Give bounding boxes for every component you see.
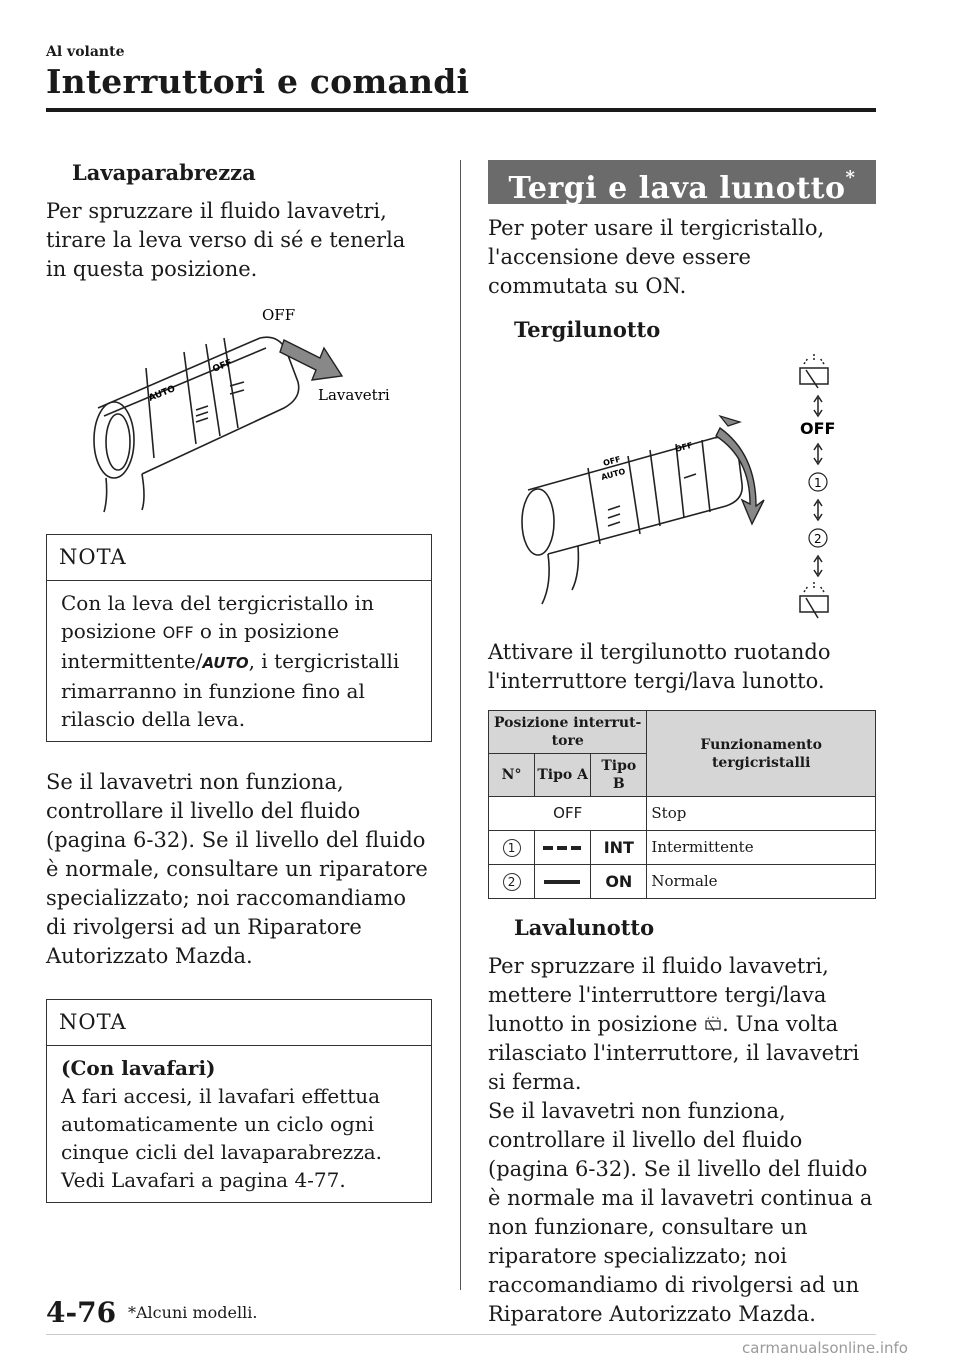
column-divider <box>460 160 461 1290</box>
rotate-arrow-icon <box>716 428 764 524</box>
rear-wiper-heading: Tergilunotto <box>514 317 661 342</box>
nota-box-1 <box>46 534 432 742</box>
lever-off2-label: OFF <box>674 440 694 454</box>
intro-text: Per poter usare il tergicristallo, l'accensione deve essere commutata su ON. <box>488 216 825 298</box>
number-cell <box>489 831 535 865</box>
rear-wiper-lever-illustration <box>488 354 876 634</box>
rear-washer-top-icon <box>800 354 828 388</box>
rotate-arrow-head-icon <box>720 416 740 426</box>
nota-text: Con la leva del tergicristallo in posizione <box>61 591 374 643</box>
type-a-cell <box>535 865 591 899</box>
type-b-cell: INT <box>591 831 647 865</box>
position-1-label: 1 <box>814 476 822 490</box>
off-label: OFF <box>262 306 296 324</box>
some-models-mark: * <box>845 167 856 188</box>
washer-check-text: Se il lavavetri non funziona, controllare il livello del fluido (pagina 6-32). Se il livello del fluido è normale, consultare un riparatore specializzato; noi raccomandiamo di rivolgersi ad un Riparatore Autorizzato Mazda. <box>46 770 428 968</box>
left-column <box>46 158 432 1203</box>
switch-arrow-icon <box>814 556 822 576</box>
nota-text: , i tergicristalli rimarranno in funzione fino al rilascio della leva. <box>61 649 400 731</box>
number-cell <box>489 865 535 899</box>
right-column <box>488 160 876 1329</box>
nota-body <box>47 581 431 741</box>
off-symbol: OFF <box>162 623 194 642</box>
position-number-badge: 2 <box>503 873 521 891</box>
lever-auto-label: AUTO <box>147 384 177 404</box>
position-2-label: 2 <box>814 532 822 546</box>
rear-off-label: OFF <box>800 419 836 438</box>
washer-lever-figure <box>46 298 432 520</box>
switch-arrow-icon <box>814 500 822 520</box>
rear-wiper-figure <box>488 354 876 634</box>
table-row <box>489 797 876 831</box>
nota-text: A fari accesi, il lavafari effettua automaticamente un ciclo ogni cinque cicli del lavaparabrezza. <box>61 1084 383 1164</box>
rear-washer-check: Se il lavavetri non funziona, controllare il livello del fluido (pagina 6-32). Se il livello del fluido è normale ma il lavavetri continua a non funzionare, consultare un riparatore specializzato; noi raccomandiamo di rivolgersi ad un Riparatore Autorizzato Mazda. <box>488 1099 873 1326</box>
switch-arrow-icon <box>814 444 822 464</box>
wiper-position-table <box>488 710 876 899</box>
switch-arrow-icon <box>814 396 822 416</box>
activate-text: Attivare il tergilunotto ruotando l'interruttore tergi/lava lunotto. <box>488 640 831 693</box>
footnote: *Alcuni modelli. <box>128 1303 258 1322</box>
nota-reference: Vedi Lavafari a pagina 4-77. <box>61 1168 346 1192</box>
function-cell: Stop <box>647 797 876 831</box>
lever-auto-label: AUTO <box>600 466 627 482</box>
position-header: Posizione interrut-tore <box>489 711 647 754</box>
lever-off-label: OFF <box>211 358 234 375</box>
rear-washer-text-b: . Una volta rilasciato l'interruttore, il lavavetri si ferma. <box>488 1012 860 1094</box>
rear-washer-text <box>488 952 876 1097</box>
nota-text: o in posizione intermittente/ <box>61 619 340 673</box>
type-b-header: Tipo B <box>591 754 647 797</box>
auto-symbol: AUTO <box>202 654 249 672</box>
function-cell: Normale <box>647 865 876 899</box>
washer-label: Lavavetri <box>318 386 390 404</box>
section-label: Al volante <box>46 44 125 60</box>
nota-subtitle: (Con lavafari) <box>61 1056 216 1080</box>
position-number-badge: 1 <box>503 839 521 857</box>
section-banner <box>488 160 876 204</box>
solid-bar-icon <box>543 878 583 886</box>
banner-title: Tergi e lava lunotto <box>508 171 846 206</box>
washer-text: Per spruzzare il fluido lavavetri, tirare la leva verso di sé e tenerla in questa posizione. <box>46 199 406 281</box>
table-header-row <box>489 711 876 754</box>
type-a-cell <box>535 831 591 865</box>
nota-body <box>47 1046 431 1202</box>
function-cell: Intermittente <box>647 831 876 865</box>
washer-heading: Lavaparabrezza <box>72 160 256 185</box>
watermark: carmanualsonline.info <box>742 1339 908 1357</box>
wiper-lever-illustration <box>46 298 432 520</box>
nota-title: NOTA <box>47 535 431 581</box>
number-header: N° <box>489 754 535 797</box>
off-position-cell: OFF <box>489 797 647 831</box>
footer-rule <box>46 1334 876 1335</box>
function-header: Funzionamento tergicristalli <box>647 711 876 797</box>
lever-off-label: OFF <box>602 454 622 468</box>
rear-washer-text-a: Per spruzzare il fluido lavavetri, mettere l'interruttore tergi/lava lunotto in posizione <box>488 954 829 1036</box>
nota-title: NOTA <box>47 1000 431 1046</box>
table-row <box>489 831 876 865</box>
rear-washer-bottom-icon <box>800 582 828 618</box>
table-row <box>489 865 876 899</box>
page-title: Interruttori e comandi <box>46 62 470 101</box>
header-rule <box>46 108 876 112</box>
type-a-header: Tipo A <box>535 754 591 797</box>
type-b-cell: ON <box>591 865 647 899</box>
nota-box-2 <box>46 999 432 1203</box>
page-number: 4-76 <box>46 1296 117 1329</box>
rear-washer-heading: Lavalunotto <box>514 915 655 940</box>
rear-washer-icon <box>704 1015 722 1033</box>
dashed-bar-icon <box>543 844 583 852</box>
